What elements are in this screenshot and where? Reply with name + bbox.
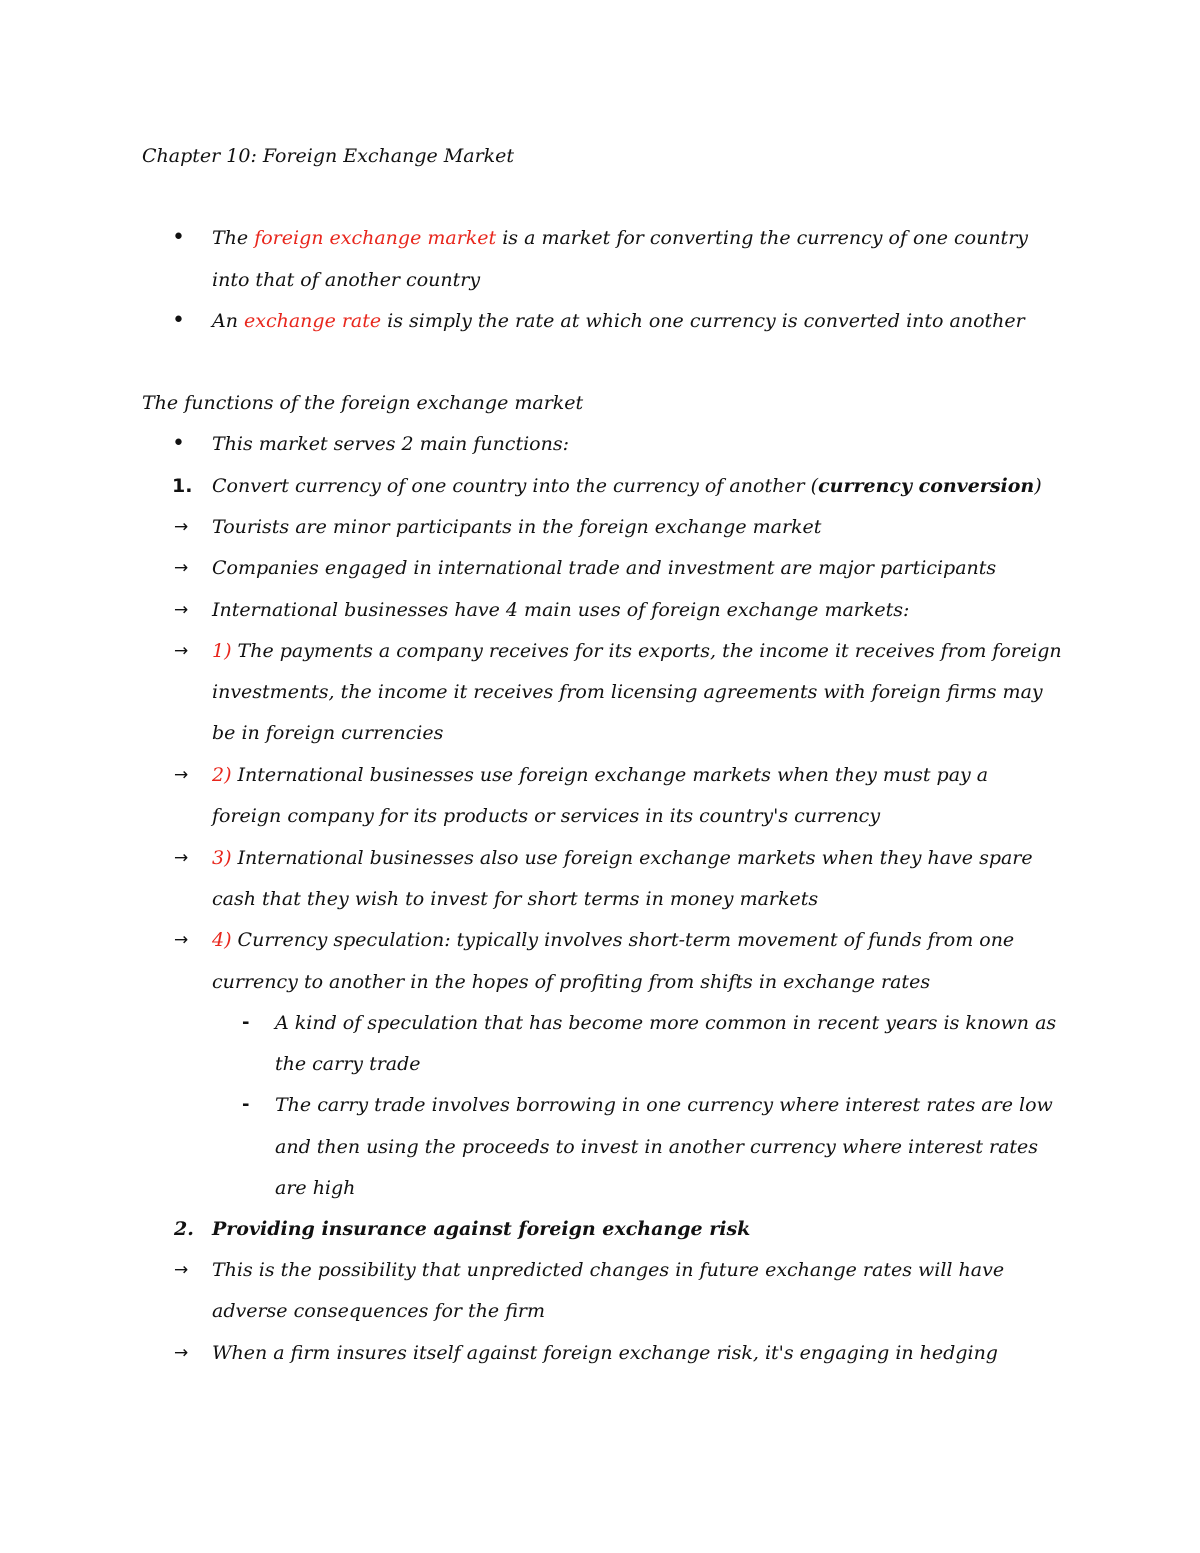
function-currency-conversion (212, 472, 1042, 500)
use-number: 3) (212, 847, 232, 869)
text-segment: The payments a company receives for its exports, the income it receives from foreign (231, 640, 1062, 662)
term-exchange-rate: exchange rate (244, 310, 382, 332)
dash-icon: - (242, 1012, 250, 1033)
text-segment: An (212, 310, 244, 332)
sub-item: A kind of speculation that has become more common in recent years is known as (275, 1012, 1057, 1034)
arrow-icon: → (174, 848, 189, 868)
list-item: This is the possibility that unpredicted changes in future exchange rates will have (212, 1259, 1005, 1281)
functions-intro: This market serves 2 main functions: (212, 433, 569, 455)
term-currency-conversion: currency conversion (818, 475, 1035, 497)
arrow-icon: → (174, 1343, 189, 1363)
text-segment: Currency speculation: typically involves short-term movement of funds from one (231, 929, 1015, 951)
arrow-icon: → (174, 930, 189, 950)
use-item-1 (212, 637, 1062, 665)
sub-item-cont: and then using the proceeds to invest in another currency where interest rates (275, 1136, 1039, 1158)
function-insurance: Providing insurance against foreign exchange risk (212, 1218, 751, 1240)
dash-icon: - (242, 1094, 250, 1115)
text-segment: is simply the rate at which one currency is converted into another (381, 310, 1025, 332)
bullet-icon: • (172, 225, 185, 250)
text-segment: International businesses use foreign exchange markets when they must pay a (231, 764, 989, 786)
arrow-icon: → (174, 558, 189, 578)
use-number: 4) (212, 929, 232, 951)
definition-exchange-rate (212, 307, 1025, 335)
use-item-2-cont: foreign company for its products or services in its country's currency (212, 805, 881, 827)
use-number: 2) (212, 764, 232, 786)
arrow-icon: → (174, 600, 189, 620)
sub-item: The carry trade involves borrowing in one currency where interest rates are low (275, 1094, 1053, 1116)
use-item-3 (212, 844, 1033, 872)
use-item-1-cont: be in foreign currencies (212, 722, 444, 744)
sub-item-cont: the carry trade (275, 1053, 421, 1075)
text-segment: ) (1034, 475, 1042, 497)
number-marker: 2. (174, 1218, 194, 1240)
text-segment: is a market for converting the currency of one country (496, 227, 1029, 249)
use-number: 1) (212, 640, 232, 662)
list-item: When a firm insures itself against foreign exchange risk, it's engaging in hedging (212, 1342, 998, 1364)
bullet-icon: • (172, 308, 185, 333)
text-segment: International businesses also use foreign exchange markets when they have spare (231, 847, 1033, 869)
arrow-icon: → (174, 517, 189, 537)
use-item-2 (212, 761, 988, 789)
use-item-4-cont: currency to another in the hopes of profiting from shifts in exchange rates (212, 971, 931, 993)
sub-item-cont: are high (275, 1177, 356, 1199)
bullet-icon: • (172, 431, 185, 456)
number-marker: 1. (172, 475, 193, 497)
definition-fx-market-cont: into that of another country (212, 269, 481, 291)
section-heading: The functions of the foreign exchange market (142, 392, 584, 414)
text-segment: The (212, 227, 255, 249)
list-item: Tourists are minor participants in the foreign exchange market (212, 516, 822, 538)
text-segment: Convert currency of one country into the currency of another ( (212, 475, 819, 497)
list-item: International businesses have 4 main uses of foreign exchange markets: (212, 599, 910, 621)
use-item-1-cont: investments, the income it receives from licensing agreements with foreign firms may (212, 681, 1043, 703)
arrow-icon: → (174, 765, 189, 785)
use-item-3-cont: cash that they wish to invest for short terms in money markets (212, 888, 819, 910)
use-item-4 (212, 926, 1014, 954)
arrow-icon: → (174, 641, 189, 661)
arrow-icon: → (174, 1260, 189, 1280)
list-item-cont: adverse consequences for the firm (212, 1300, 545, 1322)
definition-fx-market (212, 224, 1028, 252)
list-item: Companies engaged in international trade and investment are major participants (212, 557, 997, 579)
chapter-title: Chapter 10: Foreign Exchange Market (142, 145, 515, 167)
term-foreign-exchange-market: foreign exchange market (254, 227, 497, 249)
